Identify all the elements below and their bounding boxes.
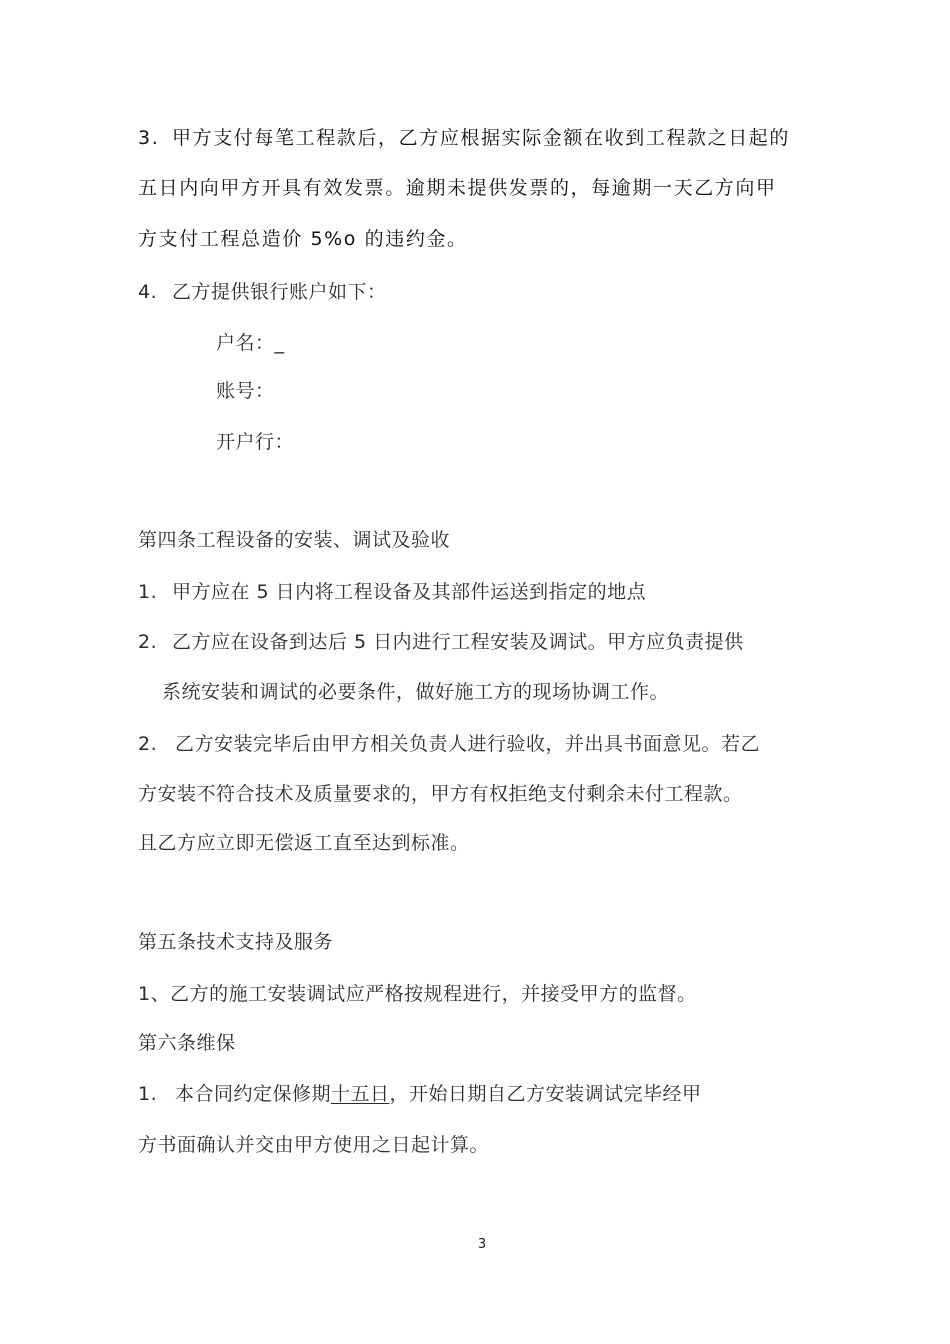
article4-item1-text: 甲方应在 5 日内将工程设备及其部件运送到指定的地点 xyxy=(172,581,647,603)
article4-item3-line2: 方安装不符合技术及质量要求的，甲方有权拒绝支付剩余未付工程款。 xyxy=(138,783,743,805)
article4-item1-number: 1. xyxy=(138,581,158,603)
account-number-field: 账号： xyxy=(216,380,275,402)
article4-item2-line1 xyxy=(138,629,744,655)
payment-item3-line3: 方支付工程总造价 5%o 的违约金。 xyxy=(138,228,468,250)
article4-heading: 第四条工程设备的安装、调试及验收 xyxy=(138,529,451,551)
bank-field: 开户行： xyxy=(216,431,295,453)
article4-item3-number: 2. xyxy=(138,733,158,755)
article5-item1: 1、乙方的施工安装调试应严格按规程进行，并接受甲方的监督。 xyxy=(138,983,697,1005)
article6-heading: 第六条维保 xyxy=(138,1032,236,1054)
payment-item3-text1: 甲方支付每笔工程款后，乙方应根据实际金额在收到工程款之日起的 xyxy=(172,127,791,149)
article6-item1-number: 1. xyxy=(138,1083,158,1105)
page-number: 3 xyxy=(477,1237,487,1252)
payment-item3-line2: 五日内向甲方开具有效发票。逾期未提供发票的，每逾期一天乙方向甲 xyxy=(138,177,777,199)
article4-item3-text1: 乙方安装完毕后由甲方相关负责人进行验收，并出具书面意见。若乙 xyxy=(175,733,761,755)
article4-item3-line3: 且乙方应立即无偿返工直至达到标准。 xyxy=(138,832,470,854)
article6-item1-text-after: ，开始日期自乙方安装调试完毕经甲 xyxy=(389,1083,702,1105)
payment-item4-number: 4. xyxy=(138,281,158,303)
article5-heading: 第五条技术支持及服务 xyxy=(138,931,334,953)
article6-item1-text-before: 本合同约定保修期 xyxy=(175,1083,332,1105)
article4-item2-line2: 系统安装和调试的必要条件，做好施工方的现场协调工作。 xyxy=(162,681,670,703)
article4-item3-line1 xyxy=(138,731,760,757)
article4-item1 xyxy=(138,579,646,605)
article4-item2-number: 2. xyxy=(138,631,158,653)
payment-item3-line1 xyxy=(138,125,790,151)
payment-item4-text: 乙方提供银行账户如下： xyxy=(172,281,387,303)
account-name-field: 户名：_ xyxy=(216,332,285,354)
article6-item1-line2: 方书面确认并交由甲方使用之日起计算。 xyxy=(138,1134,490,1156)
warranty-period-value: 十五日 xyxy=(331,1083,390,1105)
payment-item3-number: 3. xyxy=(138,127,160,149)
article4-item2-text1: 乙方应在设备到达后 5 日内进行工程安装及调试。甲方应负责提供 xyxy=(172,631,744,653)
article6-item1-line1 xyxy=(138,1081,702,1107)
payment-item4-line xyxy=(138,279,387,305)
